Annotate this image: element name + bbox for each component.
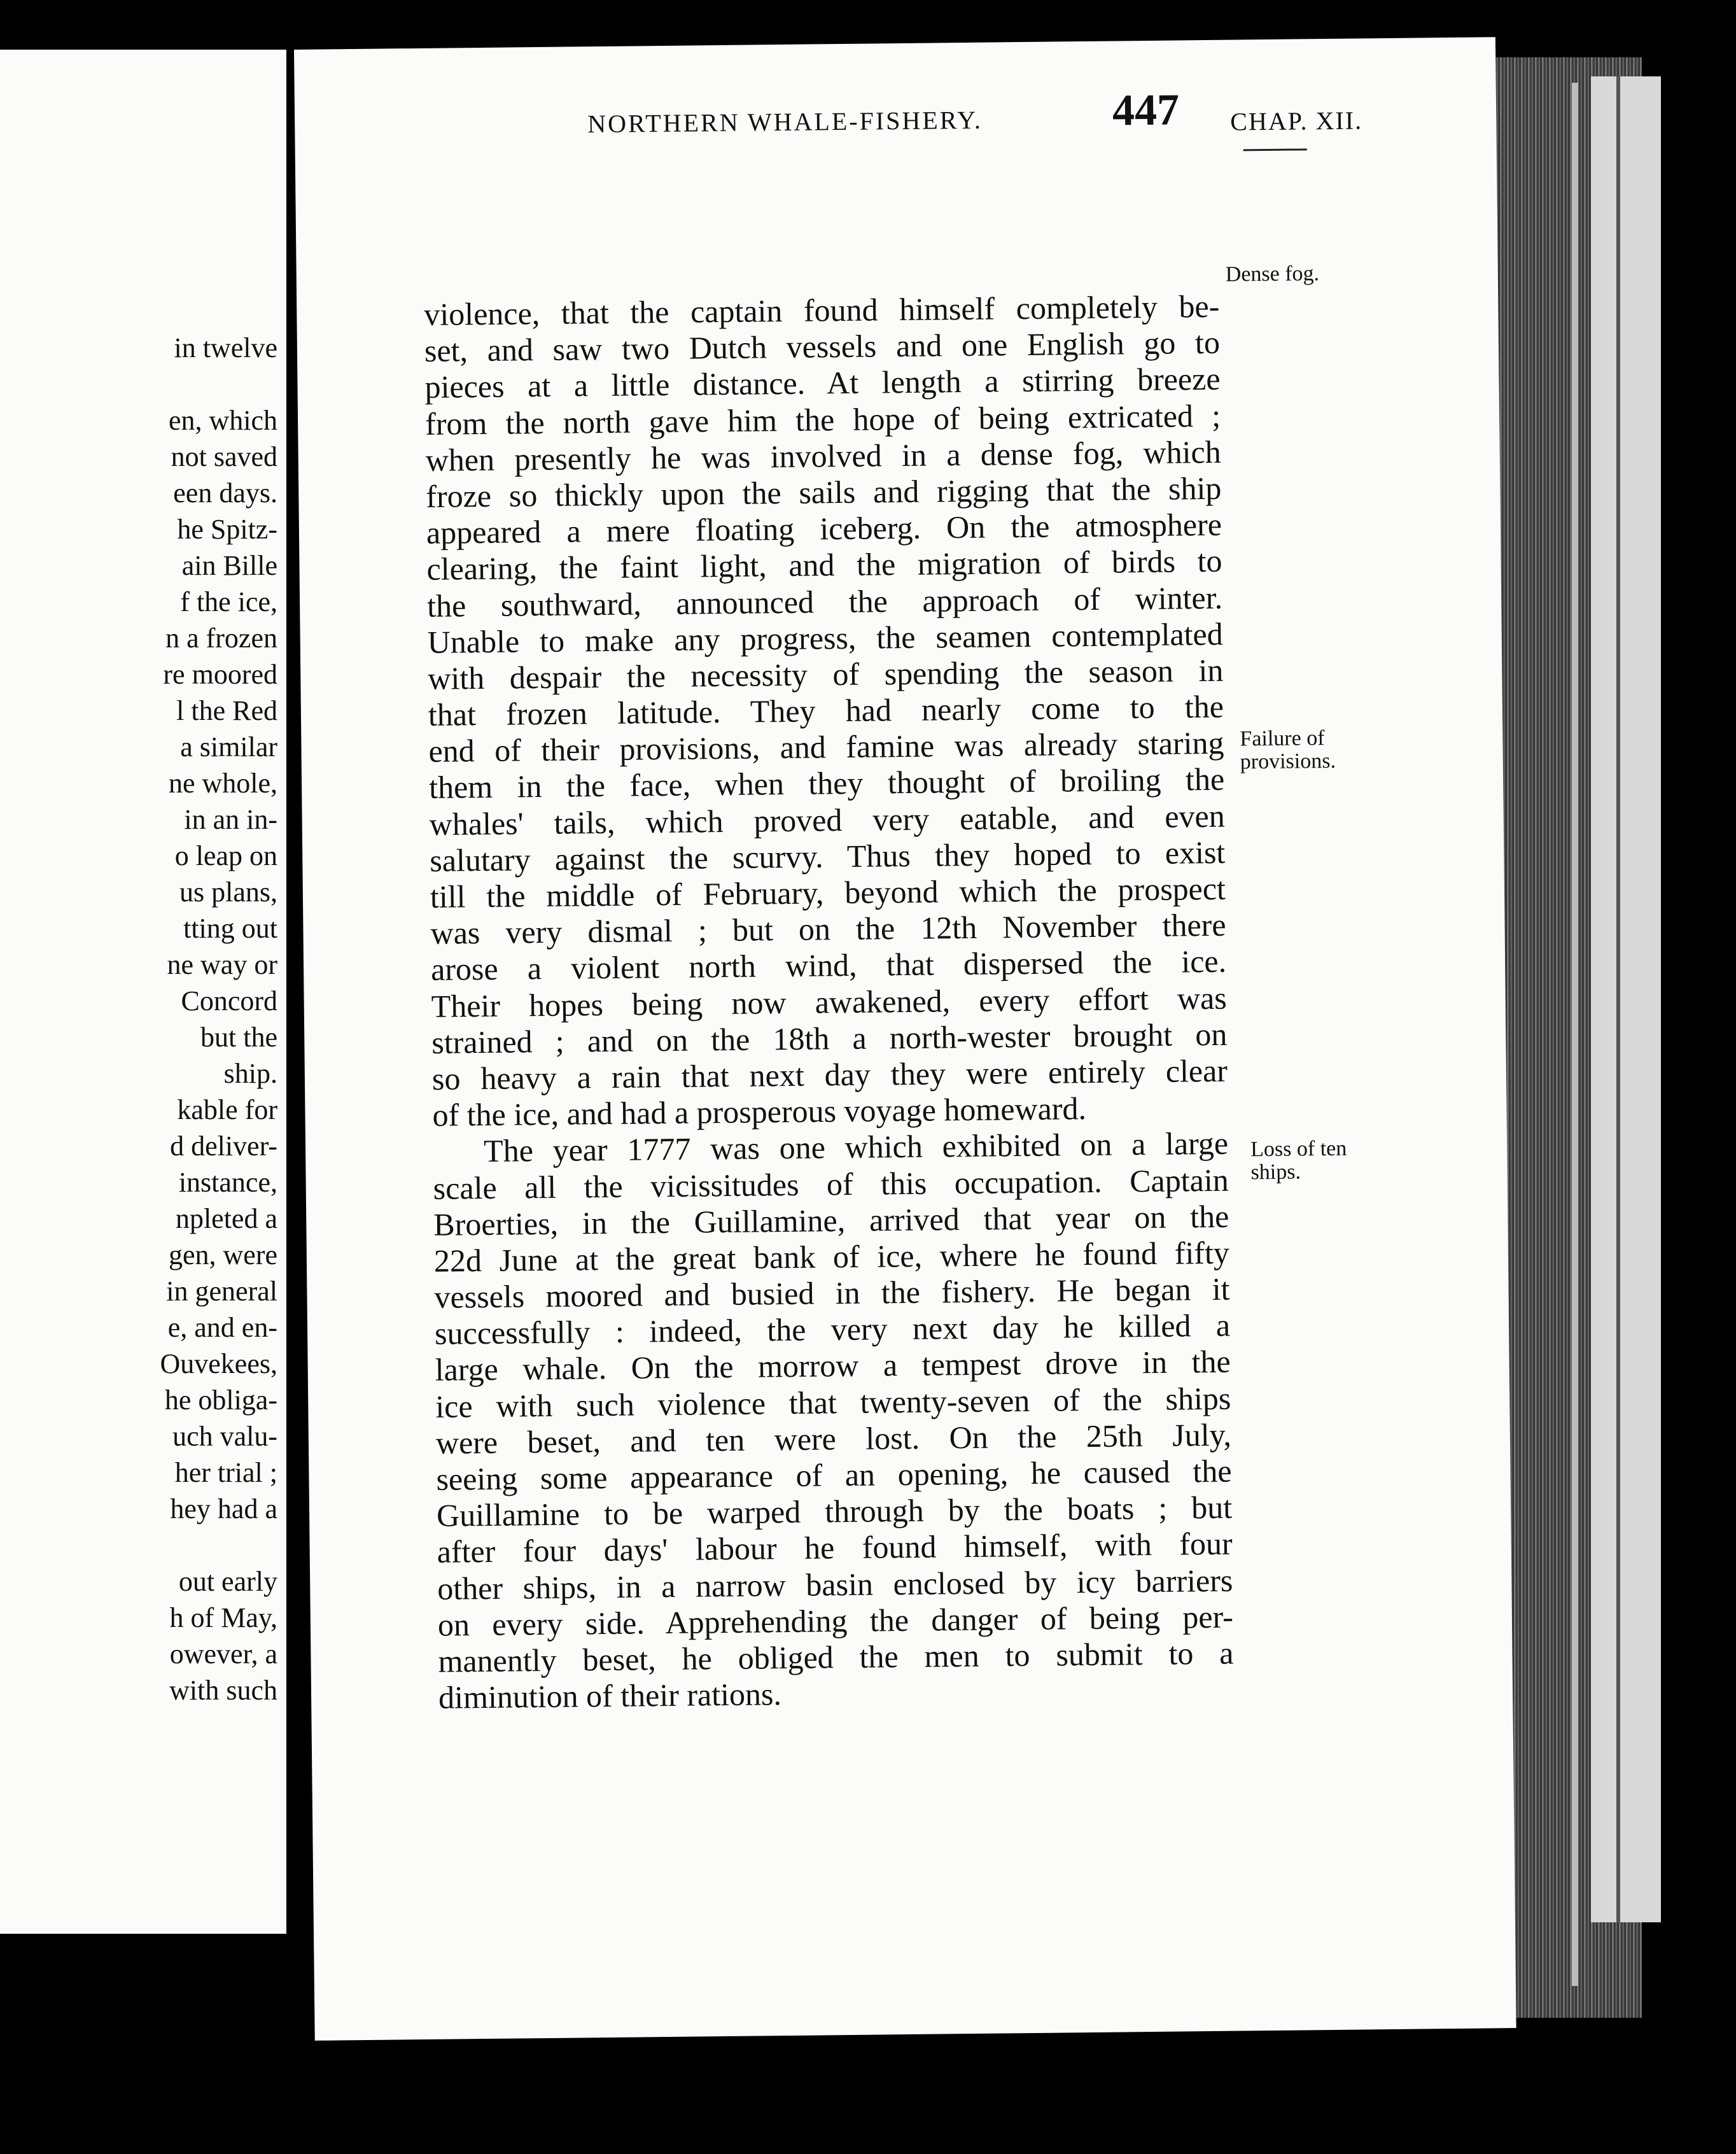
left-line: instance, — [178, 1167, 277, 1198]
text-line: them in the face, when they thought of broiling the — [428, 761, 1225, 806]
left-line: Ouvekees, — [160, 1348, 277, 1379]
text-line: manently beset, he obliged the men to submit to a — [438, 1635, 1234, 1679]
text-line: froze so thickly upon the sails and rigging that the ship — [426, 470, 1222, 514]
text-line: successfully : indeed, the very next day he killed a — [434, 1307, 1231, 1352]
left-line: a similar — [180, 731, 277, 763]
left-line: n a frozen — [165, 623, 277, 654]
text-line: Unable to make any progress, the seamen contemplated — [427, 616, 1223, 660]
sidenote-dense-fog: Dense fog. — [1225, 262, 1320, 286]
left-line: ain Bille — [181, 550, 277, 581]
text-line: strained ; and on the 18th a north-wester brought on — [431, 1016, 1228, 1060]
text-line: large whale. On the morrow a tempest drove in the — [435, 1344, 1231, 1388]
sidenote-loss-line2: ships. — [1250, 1160, 1301, 1185]
sidenote-loss-line1: Loss of ten — [1250, 1136, 1347, 1162]
left-line: in general — [166, 1276, 277, 1307]
left-line: but the — [200, 1022, 277, 1053]
text-line: scale all the vicissitudes of this occupation. Captain — [433, 1162, 1229, 1206]
text-line: arose a violent north wind, that dispersed the ice. — [430, 943, 1227, 988]
left-line: with such — [169, 1675, 277, 1706]
book-cover-edge — [1591, 76, 1661, 1922]
text-line: on every side. Apprehending the danger of being per- — [437, 1598, 1234, 1643]
text-line: end of their provisions, and famine was already staring — [428, 725, 1224, 770]
text-line: violence, that the captain found himself completely be- — [424, 288, 1220, 332]
left-line: o leap on — [174, 840, 277, 871]
text-line: appeared a mere floating iceberg. On the atmosphere — [426, 506, 1222, 551]
text-line: pieces at a little distance. At length a stirring breeze — [424, 361, 1221, 405]
right-page — [294, 37, 1516, 2041]
text-line: of the ice, and had a prosperous voyage homeward. — [432, 1090, 1087, 1133]
text-line: diminution of their rations. — [438, 1676, 782, 1715]
text-line: set, and saw two Dutch vessels and one English go to — [424, 324, 1221, 369]
text-line: that frozen latitude. They had nearly come to the — [428, 688, 1224, 733]
text-line: when presently he was involved in a dense fog, which — [425, 433, 1221, 478]
text-line: The year 1777 was one which exhibited on a large — [483, 1125, 1229, 1169]
text-line: 22d June at the great bank of ice, where he found fifty — [433, 1234, 1230, 1279]
left-line: he obliga- — [164, 1384, 277, 1416]
left-line: uch valu- — [172, 1421, 277, 1452]
text-line: seeing some appearance of an opening, he caused the — [436, 1453, 1232, 1497]
left-line: tting out — [183, 913, 277, 944]
left-line: ne way or — [167, 949, 277, 980]
left-line: us plans, — [179, 876, 277, 908]
left-line: ne whole, — [168, 768, 277, 799]
text-line: were beset, and ten were lost. On the 25th July, — [435, 1416, 1232, 1461]
left-line: d deliver- — [170, 1130, 277, 1162]
text-line: till the middle of February, beyond which the prospect — [430, 870, 1226, 915]
chapter-rule — [1243, 148, 1307, 151]
left-line: re moored — [163, 659, 277, 690]
left-line: in an in- — [184, 804, 277, 835]
text-line: clearing, the faint light, and the migration of birds to — [426, 543, 1222, 588]
left-line: gen, were — [168, 1239, 277, 1271]
left-line: hey had a — [170, 1493, 277, 1524]
left-line: npleted a — [175, 1203, 277, 1234]
sidenote-failure-line2: provisions. — [1240, 749, 1336, 774]
text-line: whales' tails, which proved very eatable, and even — [429, 798, 1225, 842]
left-line: ship. — [223, 1058, 277, 1089]
text-line: salutary against the scurvy. Thus they hoped to exist — [430, 834, 1226, 878]
text-line: vessels moored and busied in the fishery. He began it — [434, 1271, 1230, 1315]
left-line: he Spitz- — [177, 514, 277, 545]
text-line: from the north gave him the hope of being extricated ; — [424, 397, 1221, 442]
text-line: after four days' labour he found himself, with four — [437, 1526, 1233, 1570]
left-line: f the ice, — [180, 586, 277, 617]
text-line: the southward, announced the approach of winter. — [426, 579, 1223, 624]
left-line: en, which — [168, 405, 277, 436]
running-head-title: NORTHERN WHALE-FISHERY. — [587, 105, 983, 139]
left-line: Concord — [181, 985, 277, 1017]
left-line — [0, 366, 277, 402]
left-line: her trial ; — [174, 1457, 277, 1488]
left-line: h of May, — [169, 1602, 277, 1633]
book-gutter — [286, 0, 298, 2154]
left-line: kable for — [177, 1094, 277, 1125]
left-line: een days. — [173, 477, 277, 509]
left-line: l the Red — [176, 695, 277, 726]
text-line: so heavy a rain that next day they were entirely clear — [431, 1052, 1228, 1097]
text-line: ice with such violence that twenty-seven of the ships — [435, 1380, 1231, 1425]
text-line: other ships, in a narrow basin enclosed by icy barriers — [437, 1562, 1233, 1607]
left-line: not saved — [171, 441, 277, 472]
left-line: e, and en- — [167, 1312, 277, 1343]
left-page-text — [0, 330, 277, 1708]
text-line: Their hopes being now awakened, every effort was — [431, 980, 1227, 1024]
sidenote-failure-line1: Failure of — [1240, 726, 1325, 751]
chapter-label: CHAP. XII. — [1230, 106, 1363, 136]
left-facing-page — [0, 50, 286, 1934]
text-line: with despair the necessity of spending the season in — [428, 652, 1224, 696]
body-text — [424, 288, 1234, 1716]
left-line: out early — [178, 1566, 277, 1597]
text-line: was very dismal ; but on the 12th November there — [430, 906, 1226, 952]
text-line: Guillamine to be warped through by the boats ; but — [436, 1489, 1233, 1533]
left-line — [0, 1527, 277, 1563]
text-line: Broerties, in the Guillamine, arrived that year on the — [433, 1198, 1229, 1242]
left-line: in twelve — [174, 332, 277, 363]
left-line: owever, a — [169, 1638, 277, 1670]
page-number: 447 — [1112, 85, 1180, 136]
